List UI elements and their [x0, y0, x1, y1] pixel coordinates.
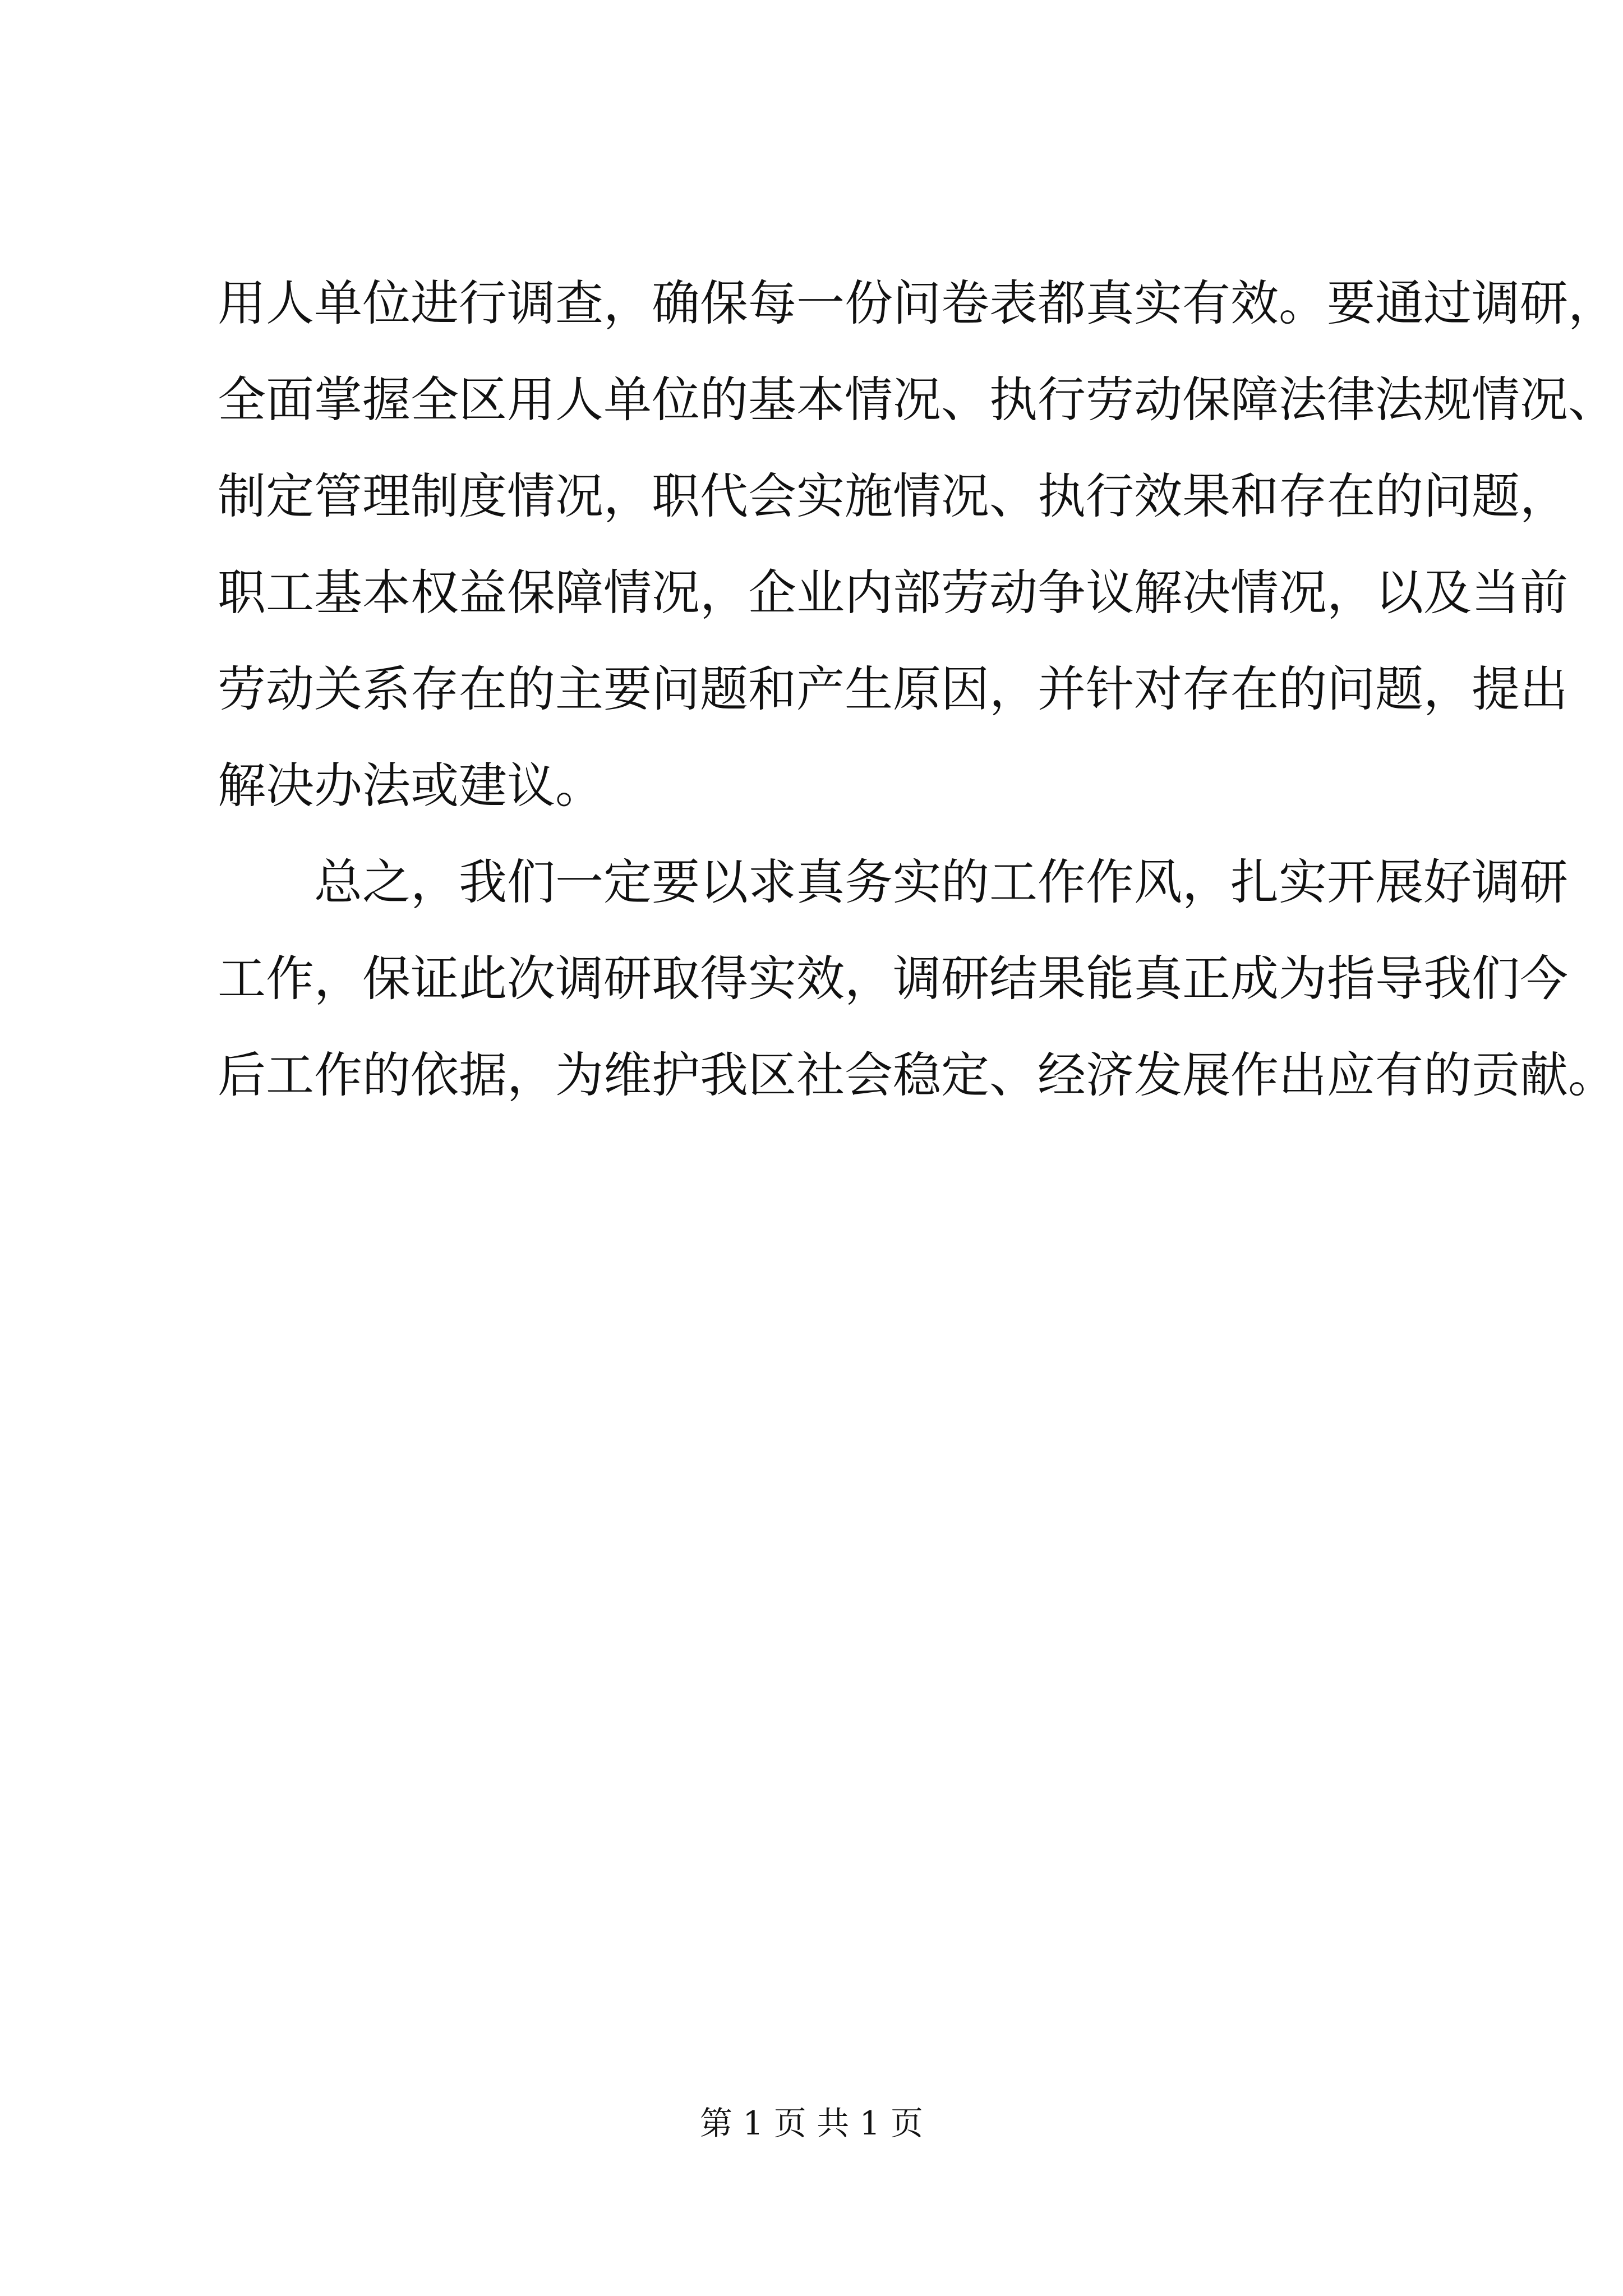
- body-line: 解决办法或建议。: [218, 758, 603, 814]
- body-line: 工作，保证此次调研取得实效，调研结果能真正成为指导我们今: [218, 951, 1568, 1007]
- paragraph-first-line: 总之，我们一定要以求真务实的工作作风，扎实开展好调研: [314, 854, 1568, 910]
- body-line: 后工作的依据，为维护我区社会稳定、经济发展作出应有的贡献。: [218, 1047, 1616, 1103]
- body-line: 劳动关系存在的主要问题和产生原因，并针对存在的问题，提出: [218, 661, 1568, 717]
- page-footer: [0, 2101, 1623, 2146]
- body-line: 用人单位进行调查，确保每一份问卷表都真实有效。要通过调研，: [218, 275, 1616, 332]
- document-body: [218, 255, 1616, 1124]
- body-line: 制定管理制度情况，职代会实施情况、执行效果和存在的问题，: [218, 468, 1568, 524]
- body-line: 职工基本权益保障情况，企业内部劳动争议解决情况，以及当前: [218, 565, 1568, 621]
- page-number-label: 第 1 页 共 1 页: [700, 2104, 923, 2142]
- body-line: 全面掌握全区用人单位的基本情况、执行劳动保障法律法规情况、: [218, 372, 1616, 428]
